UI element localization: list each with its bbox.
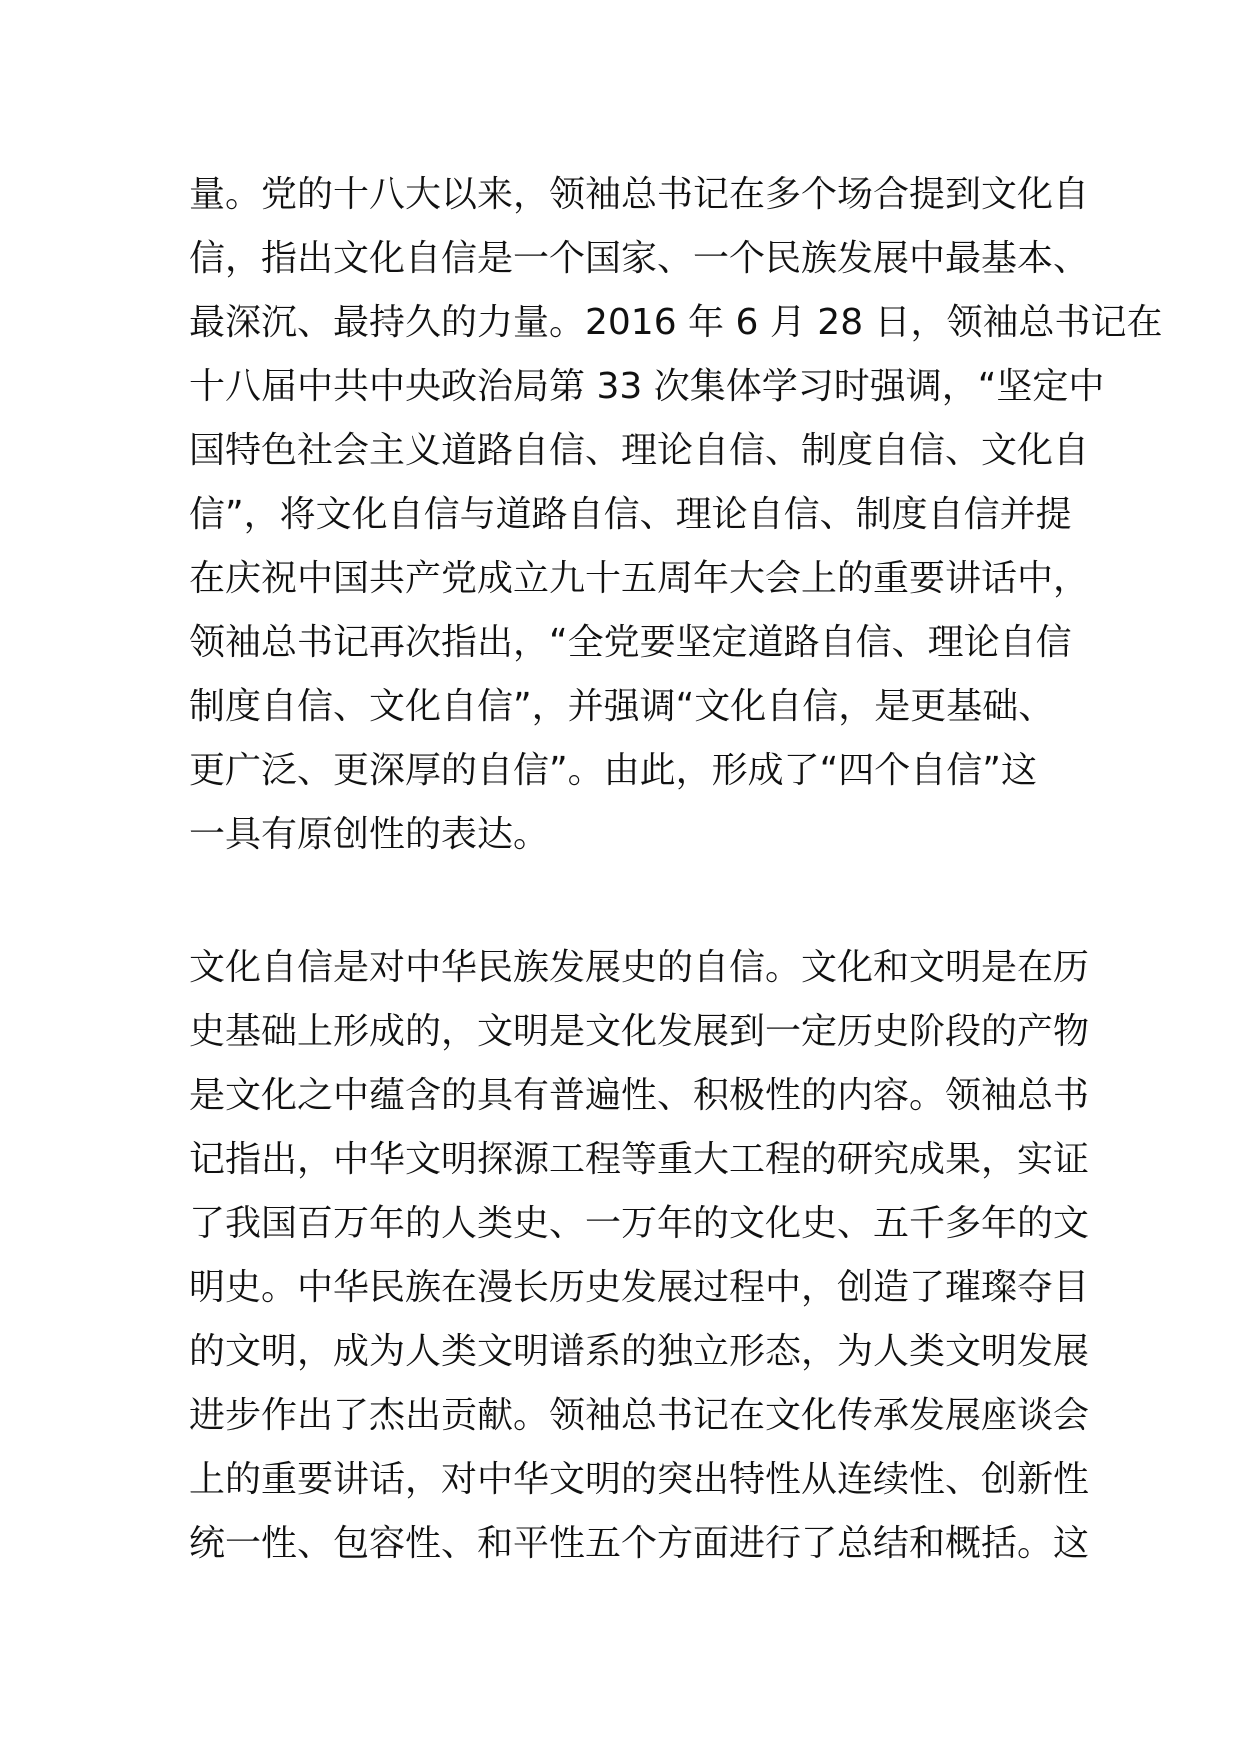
text-line: 史基础上形成的，文明是文化发展到一定历史阶段的产物 [189,1011,1090,1052]
text-line: 量。党的十八大以来，领袖总书记在多个场合提到文化自 [189,174,1090,215]
text-line: 制度自信、文化自信”，并强调“文化自信，是更基础、 [189,686,1055,727]
text-line: 明史。中华民族在漫长历史发展过程中，创造了璀璨夺目 [189,1267,1090,1308]
text-line: 信，指出文化自信是一个国家、一个民族发展中最基本、 [189,238,1090,279]
paragraph-1 [189,163,1163,867]
text-line: 十八届中共中央政治局第 33 次集体学习时强调，“坚定中 [189,366,1105,407]
text-line: 一具有原创性的表达。 [189,814,550,855]
text-line: 进步作出了杰出贡献。领袖总书记在文化传承发展座谈会 [189,1395,1090,1436]
text-line: 在庆祝中国共产党成立九十五周年大会上的重要讲话中， [189,558,1090,599]
text-line: 信”，将文化自信与道路自信、理论自信、制度自信并提 [189,494,1072,535]
text-line: 更广泛、更深厚的自信”。由此，形成了“四个自信”这 [189,750,1037,791]
text-line: 领袖总书记再次指出，“全党要坚定道路自信、理论自信 [189,622,1072,663]
text-line: 记指出，中华文明探源工程等重大工程的研究成果，实证 [189,1139,1090,1180]
text-line: 统一性、包容性、和平性五个方面进行了总结和概括。这 [189,1523,1090,1564]
text-line: 上的重要讲话，对中华文明的突出特性从连续性、创新性 [189,1459,1090,1500]
text-line: 是文化之中蕴含的具有普遍性、积极性的内容。领袖总书 [189,1075,1090,1116]
paragraph-2 [189,936,1090,1576]
text-line: 最深沉、最持久的力量。2016 年 6 月 28 日，领袖总书记在 [189,302,1163,343]
text-line: 的文明，成为人类文明谱系的独立形态，为人类文明发展 [189,1331,1090,1372]
text-line: 了我国百万年的人类史、一万年的文化史、五千多年的文 [189,1203,1090,1244]
text-line: 国特色社会主义道路自信、理论自信、制度自信、文化自 [189,430,1090,471]
text-line: 文化自信是对中华民族发展史的自信。文化和文明是在历 [189,947,1090,988]
